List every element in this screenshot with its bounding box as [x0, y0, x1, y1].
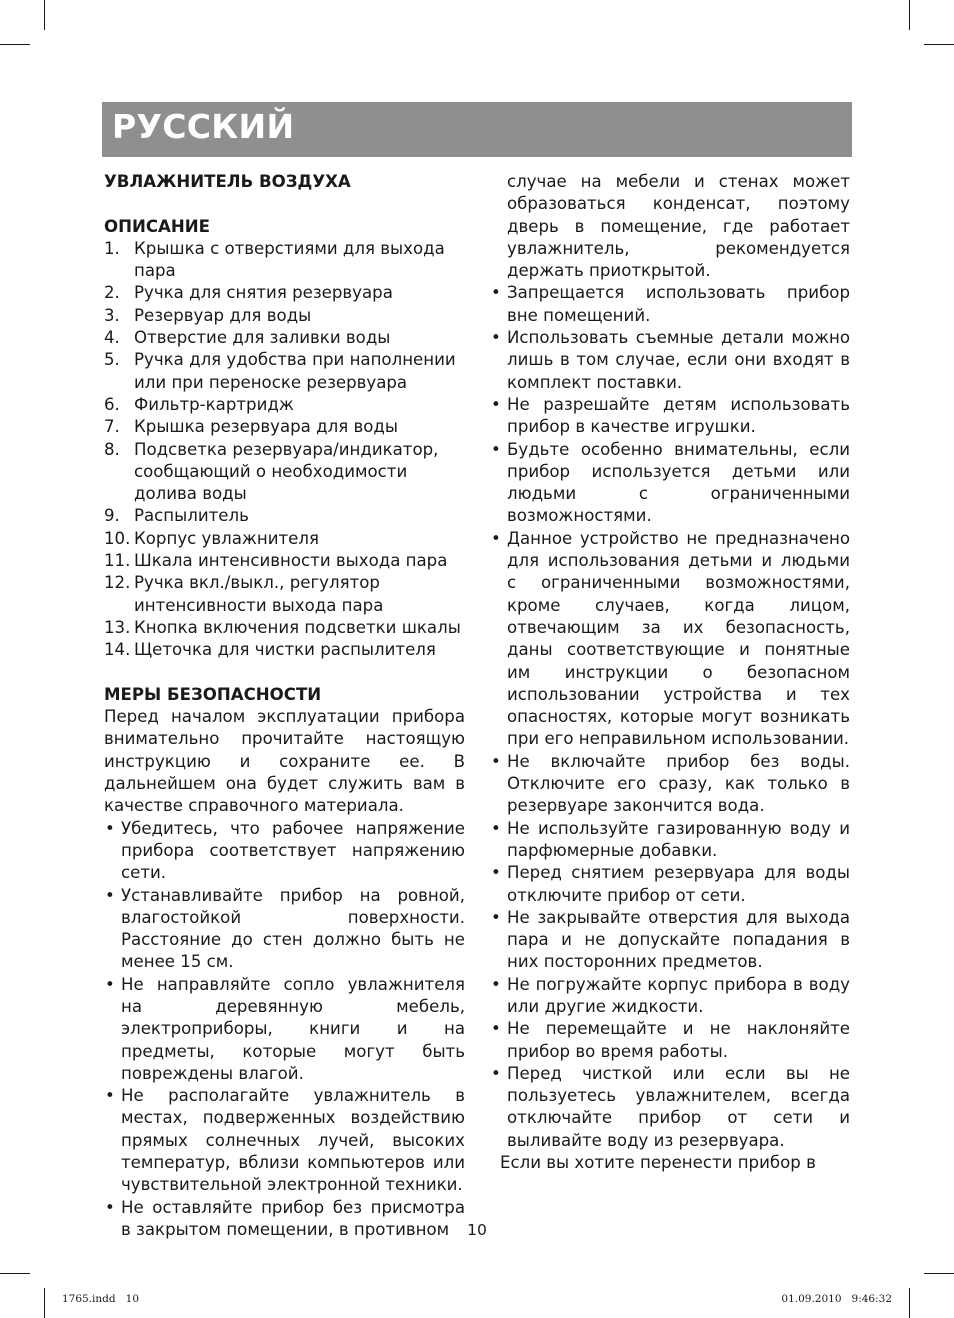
item-number: 11.	[104, 551, 131, 571]
crop-mark	[924, 1273, 954, 1274]
bullet-item	[490, 974, 850, 1019]
item-text: Ручка для снятия резервуара	[134, 283, 393, 303]
item-number: 13.	[104, 617, 131, 637]
list-item	[104, 505, 465, 527]
bullet-icon: •	[491, 394, 501, 414]
bullet-text: Не располагайте увлажнитель в местах, подверженных воздействию прямых солнечных лучей, высоких температур, вблизи компьютеров или чувствительной электронной техники.	[121, 1086, 465, 1195]
description-heading: ОПИСАНИЕ	[104, 216, 211, 236]
list-item	[104, 617, 465, 639]
bullet-icon: •	[491, 863, 501, 883]
bullet-text: Не включайте прибор без воды. Отключите его сразу, как только в резервуаре закончится вода.	[507, 751, 850, 816]
item-number: 7.	[104, 417, 120, 437]
safety-heading: МЕРЫ БЕЗОПАСНОСТИ	[104, 684, 322, 704]
bullet-item	[490, 394, 850, 439]
list-item	[104, 305, 465, 327]
item-text: Шкала интенсивности выхода пара	[134, 551, 448, 571]
bullet-icon: •	[491, 283, 501, 303]
bullet-text: Не разрешайте детям использовать прибор в качестве игрушки.	[507, 394, 850, 437]
bullet-text: Не направляйте сопло увлажнителя на деревянную мебель, электроприборы, книги и на предметы, которые могут быть повреждены влагой.	[121, 974, 465, 1083]
bullet-text: Запрещается использовать прибор вне помещений.	[507, 283, 850, 325]
list-item	[104, 327, 465, 349]
crop-mark	[0, 44, 30, 45]
item-number: 2.	[104, 283, 120, 303]
item-text: Кнопка включения подсветки шкалы	[134, 617, 461, 637]
list-item	[104, 394, 465, 416]
item-text: Фильтр-картридж	[134, 394, 294, 414]
bullet-text: Перед чисткой или если вы не пользуетесь увлажнителем, всегда отключайте прибор от сети и выливайте воду из резервуара.	[507, 1063, 850, 1150]
item-number: 9.	[104, 506, 120, 526]
item-text: Ручка вкл./выкл., регулятор интенсивности выхода пара	[134, 573, 384, 615]
crop-mark	[909, 1288, 910, 1318]
list-item	[104, 572, 465, 617]
bullet-icon: •	[491, 328, 501, 348]
bullet-icon: •	[105, 1197, 115, 1217]
bullet-text: Не закрывайте отверстия для выхода пара и не допускайте попадания в них посторонних предметов.	[507, 907, 850, 972]
bullet-icon: •	[491, 751, 501, 771]
bullet-icon: •	[491, 439, 501, 459]
item-number: 12.	[104, 573, 131, 593]
bullet-text: Убедитесь, что рабочее напряжение прибора соответствует напряжению сети.	[121, 818, 465, 883]
timestamp-slug: 01.09.2010 9:46:32	[781, 1293, 892, 1305]
list-item	[104, 550, 465, 572]
bullet-item	[104, 1085, 465, 1196]
bullet-item	[490, 907, 850, 974]
item-text: Подсветка резервуара/индикатор, сообщающий о необходимости долива воды	[134, 439, 439, 504]
crop-mark	[909, 0, 910, 30]
bullet-icon: •	[491, 818, 501, 838]
bullet-item	[490, 818, 850, 863]
item-number: 1.	[104, 238, 120, 258]
item-text: Резервуар для воды	[134, 305, 312, 325]
bullet-icon: •	[105, 885, 115, 905]
bullet-text: Не оставляйте прибор без присмотра в закрытом помещении, в противном	[121, 1197, 465, 1239]
safety-list-continued	[490, 282, 850, 1152]
page-number: 10	[467, 1221, 487, 1239]
item-text: Отверстие для заливки воды	[134, 328, 391, 348]
bullet-item	[104, 974, 465, 1085]
bullet-icon: •	[491, 907, 501, 927]
bullet-item	[490, 751, 850, 818]
bullet-item	[490, 282, 850, 327]
bullet-icon: •	[105, 1086, 115, 1106]
item-text: Корпус увлажнителя	[134, 528, 319, 548]
language-title: РУССКИЙ	[112, 107, 295, 146]
file-slug: 1765.indd 10	[62, 1293, 139, 1305]
bullet-text: Не перемещайте и не наклоняйте прибор во время работы.	[507, 1019, 850, 1061]
bullet-item	[490, 528, 850, 751]
language-banner	[102, 102, 852, 157]
bullet-icon: •	[105, 818, 115, 838]
item-text: Щеточка для чистки распылителя	[134, 640, 436, 660]
left-column	[104, 171, 465, 1241]
list-item	[104, 238, 465, 283]
list-item	[104, 416, 465, 438]
product-title: УВЛАЖНИТЕЛЬ ВОЗДУХА	[104, 172, 351, 191]
closing-text: Если вы хотите перенести прибор в	[500, 1153, 816, 1173]
list-item	[104, 528, 465, 550]
item-text: Ручка для удобства при наполнении или при переноске резервуара	[134, 350, 456, 392]
bullet-item	[490, 1063, 850, 1152]
bullet-icon: •	[491, 1019, 501, 1039]
item-number: 5.	[104, 350, 120, 370]
item-number: 6.	[104, 394, 120, 414]
bullet-text: Использовать съемные детали можно лишь в том случае, если они входят в комплект поставки.	[507, 328, 850, 392]
bullet-text: Не погружайте корпус прибора в воду или другие жидкости.	[507, 974, 850, 1016]
bullet-text: Данное устройство не предназначено для использования детьми и людьми с ограниченными возможностями, кроме случаев, когда лицом, отвечающим за их безопасность, даны соответствующие и понятные им инструкции о безопасном использовании устройства и тех опасностях, которые могут возникать при его неправильном использовании.	[507, 528, 850, 749]
item-number: 14.	[104, 640, 131, 660]
item-text: Крышка резервуара для воды	[134, 417, 398, 437]
list-item	[104, 639, 465, 661]
crop-mark	[0, 1273, 30, 1274]
item-number: 10.	[104, 528, 131, 548]
bullet-icon: •	[491, 974, 501, 994]
list-item	[104, 439, 465, 506]
bullet-text: Будьте особенно внимательны, если прибор используется детьми или людьми с ограниченными возможностями.	[507, 439, 850, 526]
bullet-icon: •	[105, 974, 115, 994]
right-column	[490, 171, 850, 1174]
bullet-icon: •	[491, 1063, 501, 1083]
crop-mark	[44, 1288, 45, 1318]
bullet-item	[104, 818, 465, 885]
bullet-item	[490, 327, 850, 394]
bullet-text: Не используйте газированную воду и парфюмерные добавки.	[507, 818, 850, 860]
item-text: Распылитель	[134, 506, 249, 526]
item-number: 4.	[104, 328, 120, 348]
item-number: 8.	[104, 439, 120, 459]
continued-text: случае на мебели и стенах может образоваться конденсат, поэтому дверь в помещение, где работает увлажнитель, рекомендуется держать приоткрытой.	[507, 172, 850, 281]
bullet-item	[104, 885, 465, 974]
safety-intro: Перед началом эксплуатации прибора внимательно прочитайте настоящую инструкцию и сохраните ее. В дальнейшем она будет служить вам в качестве справочного материала.	[104, 707, 465, 816]
bullet-icon: •	[491, 528, 501, 548]
bullet-text: Устанавливайте прибор на ровной, влагостойкой поверхности. Расстояние до стен должно быть не менее 15 см.	[121, 885, 465, 972]
list-item	[104, 282, 465, 304]
bullet-item	[490, 439, 850, 528]
item-text: Крышка с отверстиями для выхода пара	[134, 238, 445, 281]
safety-list	[104, 818, 465, 1242]
description-list	[104, 238, 465, 662]
list-item	[104, 349, 465, 394]
crop-mark	[44, 0, 45, 30]
bullet-item	[490, 862, 850, 907]
item-number: 3.	[104, 305, 120, 325]
crop-mark	[924, 44, 954, 45]
bullet-text: Перед снятием резервуара для воды отключите прибор от сети.	[507, 863, 850, 905]
bullet-item	[490, 1018, 850, 1063]
